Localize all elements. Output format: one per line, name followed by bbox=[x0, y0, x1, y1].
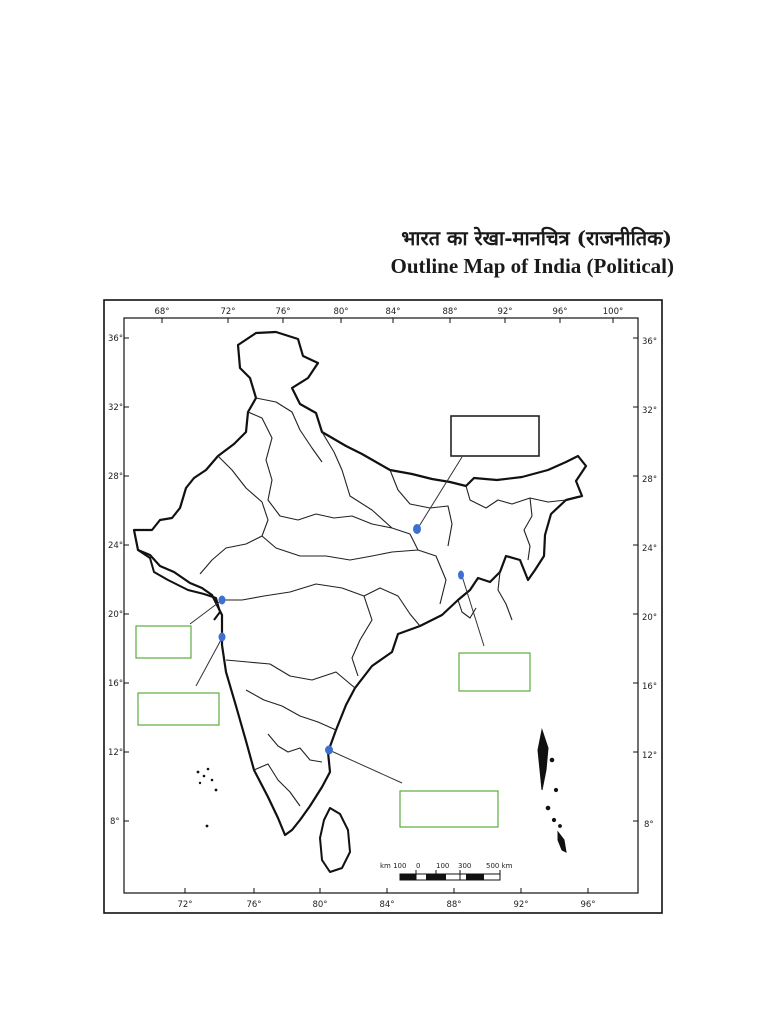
map-inner-frame bbox=[124, 318, 638, 893]
leader-lines bbox=[190, 457, 484, 783]
scale-label: 0 bbox=[416, 862, 421, 870]
lon-label-bottom: 84° bbox=[379, 900, 395, 910]
grid-ticks bbox=[124, 318, 638, 893]
answer-box-south[interactable] bbox=[400, 791, 498, 827]
map-title-english: Outline Map of India (Political) bbox=[390, 254, 674, 278]
marker-dot bbox=[325, 746, 333, 755]
lat-label-left: 8° bbox=[110, 817, 120, 827]
left-latitude-labels bbox=[108, 334, 123, 827]
lat-label-right: 12° bbox=[642, 751, 658, 761]
marker-dot bbox=[413, 524, 421, 534]
lon-label-top: 80° bbox=[333, 307, 349, 317]
lon-label-bottom: 96° bbox=[580, 900, 596, 910]
top-longitude-labels bbox=[154, 307, 623, 317]
lon-label-top: 96° bbox=[552, 307, 568, 317]
answer-box-west-lower[interactable] bbox=[138, 693, 219, 725]
scale-label: 500 km bbox=[486, 862, 513, 870]
lat-label-left: 28° bbox=[108, 472, 124, 482]
lat-label-left: 32° bbox=[108, 403, 124, 413]
gujarat-coast-outline bbox=[138, 550, 220, 620]
lon-label-bottom: 72° bbox=[177, 900, 193, 910]
scale-label: 100 bbox=[436, 862, 450, 870]
lakshadweep-islands bbox=[197, 768, 218, 828]
lon-label-top: 68° bbox=[154, 307, 170, 317]
scale-label: 300 bbox=[458, 862, 472, 870]
answer-box-east[interactable] bbox=[459, 653, 530, 691]
marker-dot bbox=[219, 633, 226, 642]
bottom-longitude-labels bbox=[177, 900, 595, 910]
lat-label-right: 8° bbox=[644, 820, 654, 830]
right-latitude-labels bbox=[642, 337, 657, 830]
lon-label-bottom: 92° bbox=[513, 900, 529, 910]
lat-label-right: 28° bbox=[642, 475, 658, 485]
marker-dot bbox=[458, 571, 464, 580]
scale-bar bbox=[380, 862, 513, 880]
lon-label-top: 100° bbox=[602, 307, 624, 317]
lat-label-right: 16° bbox=[642, 682, 658, 692]
lat-label-left: 12° bbox=[108, 748, 124, 758]
lon-label-bottom: 88° bbox=[446, 900, 462, 910]
lat-label-left: 16° bbox=[108, 679, 124, 689]
marker-dot bbox=[219, 596, 226, 605]
andaman-nicobar-islands bbox=[538, 730, 566, 852]
lon-label-top: 92° bbox=[497, 307, 513, 317]
lon-label-top: 84° bbox=[385, 307, 401, 317]
sri-lanka-outline bbox=[320, 808, 350, 872]
lat-label-right: 20° bbox=[642, 613, 658, 623]
lat-label-left: 24° bbox=[108, 541, 124, 551]
answer-box-top[interactable] bbox=[451, 416, 539, 456]
scale-label: km 100 bbox=[380, 862, 407, 870]
answer-box-west-upper[interactable] bbox=[136, 626, 191, 658]
lon-label-top: 72° bbox=[220, 307, 236, 317]
lat-label-right: 32° bbox=[642, 406, 658, 416]
india-coastline-outline bbox=[134, 332, 586, 835]
state-boundaries bbox=[200, 398, 566, 806]
lat-label-right: 36° bbox=[642, 337, 658, 347]
lon-label-bottom: 76° bbox=[246, 900, 262, 910]
lat-label-left: 36° bbox=[108, 334, 124, 344]
lon-label-bottom: 80° bbox=[312, 900, 328, 910]
lat-label-left: 20° bbox=[108, 610, 124, 620]
lon-label-top: 88° bbox=[442, 307, 458, 317]
lat-label-right: 24° bbox=[642, 544, 658, 554]
map-outer-frame bbox=[104, 300, 662, 913]
map-title-hindi: भारत का रेखा-मानचित्र (राजनीतिक) bbox=[401, 226, 672, 250]
lon-label-top: 76° bbox=[275, 307, 291, 317]
